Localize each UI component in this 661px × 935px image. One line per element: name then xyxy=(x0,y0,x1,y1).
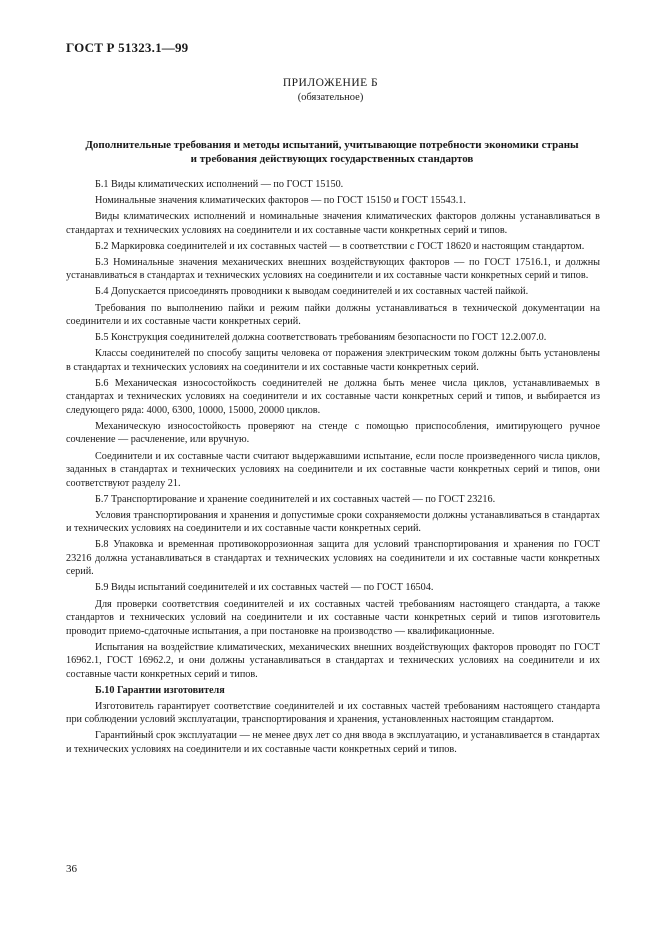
section-heading xyxy=(66,138,598,166)
paragraph: Для проверки соответствия соединителей и их составных частей требованиям настоящего стандарта, а также стандартов и технических условий на соединители и их составные части конкретных серий и типов изготовитель проводит приемо-сдаточные испытания, а при постановке на производство — квалификационные. xyxy=(66,598,600,637)
section-heading-line-1: Дополнительные требования и методы испытаний, учитывающие потребности экономики страны xyxy=(85,139,579,151)
paragraph: Классы соединителей по способу защиты человека от поражения электрическим током должны быть установлены в стандартах и технических условиях на соединители и их составные части конкретных серий. xyxy=(66,348,600,373)
paragraph-b2: Б.2 Маркировка соединителей и их составных частей — в соответствии с ГОСТ 18620 и настоящим стандартом. xyxy=(95,240,585,252)
paragraph: Соединители и их составные части считают выдержавшими испытание, если после произведенного числа циклов, заданных в стандартах и технических условиях на соединители и их составные части конкретных серий и типов, они соответствуют разделу 21. xyxy=(66,450,600,489)
appendix-title: ПРИЛОЖЕНИЕ Б xyxy=(282,77,379,89)
paragraph: Виды климатических исполнений и номинальные значения климатических факторов должны устанавливаться в стандартах и технических условиях на соединители и их составные части конкретных серий и типов. xyxy=(66,211,600,236)
paragraph-b5: Б.5 Конструкция соединителей должна соответствовать требованиям безопасности по ГОСТ 12.2.007.0. xyxy=(95,332,547,344)
subsection-heading-b10: Б.10 Гарантии изготовителя xyxy=(95,684,225,696)
paragraph-b3: Б.3 Номинальные значения механических внешних воздействующих факторов — по ГОСТ 17516.1, и должны устанавливаться в стандартах и технических условиях на соединители и их составные части конкретных серий и типов. xyxy=(66,256,600,282)
document-id-header: ГОСТ Р 51323.1—99 xyxy=(66,40,189,55)
paragraph-b6: Б.6 Механическая износостойкость соединителей не должна быть менее числа циклов, устанавливаемых в стандартах и технических условиях на соединители и их составные части конкретных серий и типов, и выбирается из следующего ряда: 4000, 6300, 10000, 15000, 20000 циклов. xyxy=(66,377,600,416)
paragraph: Гарантийный срок эксплуатации — не менее двух лет со дня ввода в эксплуатацию, и устанавливается в стандартах и технических условиях на соединители и их составные части конкретных серий и типов. xyxy=(66,730,600,755)
paragraph: Требования по выполнению пайки и режим пайки должны устанавливаться в технической документации на соединители и их составные части конкретных серий. xyxy=(66,302,600,328)
paragraph-b4: Б.4 Допускается присоединять проводники к выводам соединителей и их составных частей пайкой. xyxy=(95,286,529,298)
paragraph-b9: Б.9 Виды испытаний соединителей и их составных частей — по ГОСТ 16504. xyxy=(95,582,434,594)
paragraph-b1: Б.1 Виды климатических исполнений — по ГОСТ 15150. xyxy=(95,179,344,190)
paragraph: Испытания на воздействие климатических, механических внешних воздействующих факторов проводят по ГОСТ 16962.1, ГОСТ 16962.2, и они должны устанавливаться в стандартах и технических условиях на соединители и их составные части конкретных серий и типов. xyxy=(66,641,600,680)
page-number: 36 xyxy=(66,863,77,875)
paragraph: Номинальные значения климатических факторов — по ГОСТ 15150 и ГОСТ 15543.1. xyxy=(95,195,466,207)
document-body xyxy=(66,178,600,759)
paragraph-b7: Б.7 Транспортирование и хранение соединителей и их составных частей — по ГОСТ 23216. xyxy=(95,493,496,505)
paragraph: Механическую износостойкость проверяют на стенде с помощью приспособления, имитирующего ручное сочленение — расчленение, или вручную. xyxy=(66,420,600,446)
appendix-subtitle: (обязательное) xyxy=(297,92,364,103)
section-heading-line-2: и требования действующих государственных стандартов xyxy=(190,153,474,165)
paragraph: Условия транспортирования и хранения и допустимые сроки сохраняемости должны устанавливаться в стандартах и технических условиях на соединители и их составные части конкретных серий. xyxy=(66,509,600,535)
paragraph-b8: Б.8 Упаковка и временная противокоррозионная защита для условий транспортирования и хранения по ГОСТ 23216 должна устанавливаться в стандартах и технических условиях на соединители и их составные части конкретных серий. xyxy=(66,539,600,578)
paragraph: Изготовитель гарантирует соответствие соединителей и их составных частей требованиям настоящего стандарта при соблюдении условий эксплуатации, транспортирования и хранения, установленных настоящим стандартом. xyxy=(66,700,600,726)
